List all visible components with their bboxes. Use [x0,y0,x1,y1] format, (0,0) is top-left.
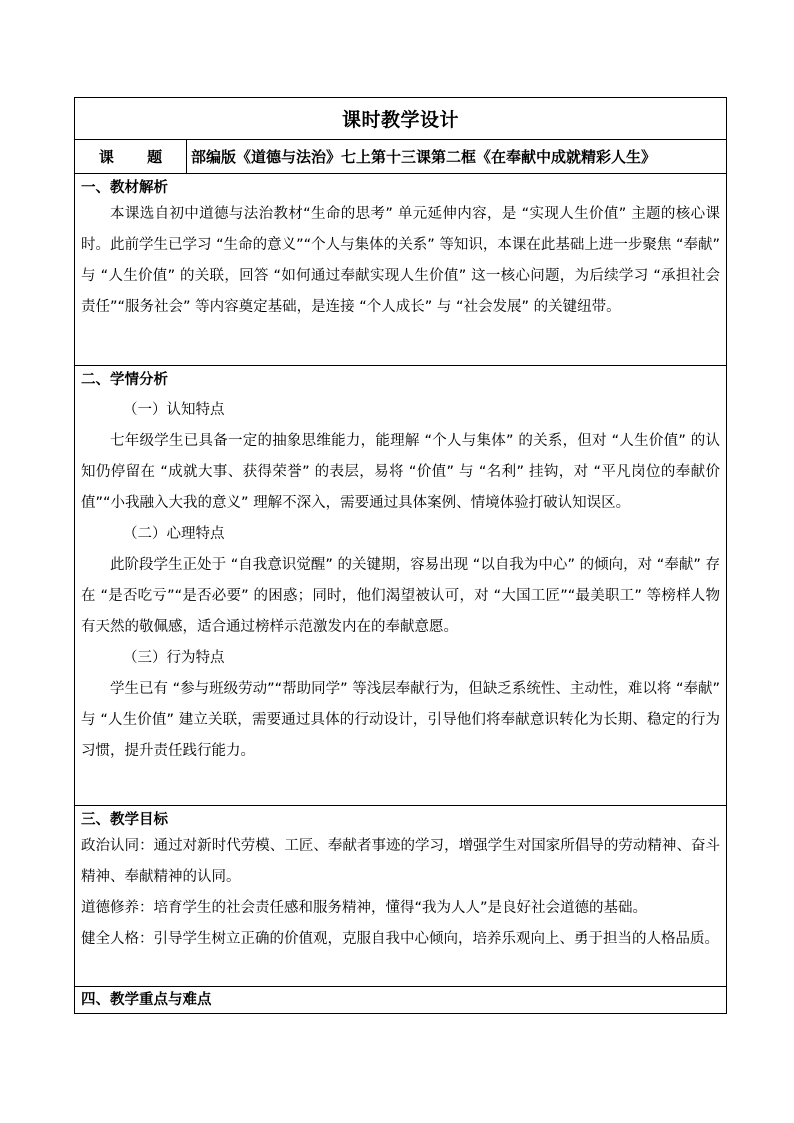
section-key-points [75,987,726,1013]
topic-row [75,140,726,174]
subheading-behavioral: （三）行为特点 [123,650,225,666]
section-paragraph: 本课选自初中道德与法治教材“生命的思考” 单元延伸内容，是 “实现人生价值” 主题的核心课时。此前学生已学习 “生命的意义”“个人与集体的关系” 等知识，本课在此基础上进一步聚焦 “奉献” 与 “人生价值” 的关联，回答 “如何通过奉献实现人生价值” 这一核心问题，为后续学习 “承担社会责任”“服务社会” 等内容奠定基础，是连接 “个人成长” 与 “社会发展” 的关键纽带。 [81,206,720,315]
section-heading: 二、学情分析 [81,372,168,388]
subheading-cognitive: （一）认知特点 [123,402,225,418]
section-heading: 三、教学目标 [81,812,168,828]
section-heading: 一、教材解析 [81,180,168,196]
topic-value: 部编版《道德与法治》七上第十三课第二框《在奉献中成就精彩人生》 [191,148,657,166]
topic-label: 课 题 [75,140,187,173]
section-student-analysis [75,366,726,806]
goal-political: 政治认同：通过对新时代劳模、工匠、奉献者事迹的学习，增强学生对国家所倡导的劳动精神、奋斗精神、奉献精神的认同。 [81,838,720,885]
section-heading: 四、教学重点与难点 [81,992,212,1008]
lesson-design-table [74,97,727,1014]
goal-moral: 道德修养：培育学生的社会责任感和服务精神，懂得“我为人人”是良好社会道德的基础。 [81,900,648,916]
paragraph-cognitive: 七年级学生已具备一定的抽象思维能力，能理解 “个人与集体” 的关系，但对 “人生价值” 的认知仍停留在 “成就大事、获得荣誉” 的表层，易将 “价值” 与 “名利” 挂钩，对 “平凡岗位的奉献价值”“小我融入大我的意义” 理解不深入，需要通过具体案例、情境体验打破认知误区。 [81,433,720,511]
section-teaching-goals [75,806,726,987]
goal-personality: 健全人格：引导学生树立正确的价值观，克服自我中心倾向，培养乐观向上、勇于担当的人格品质。 [81,931,719,947]
section-textbook-analysis [75,174,726,366]
subheading-psychological: （二）心理特点 [123,526,225,542]
paragraph-psychological: 此阶段学生正处于 “自我意识觉醒” 的关键期，容易出现 “以自我为中心” 的倾向，对 “奉献” 存在 “是否吃亏”“是否必要” 的困惑；同时，他们渴望被认可，对 “大国工匠”“最美职工” 等榜样人物有天然的敬佩感，适合通过榜样示范激发内在的奉献意愿。 [81,557,720,635]
document-title: 课时教学设计 [75,98,726,140]
paragraph-behavioral: 学生已有 “参与班级劳动”“帮助同学” 等浅层奉献行为，但缺乏系统性、主动性，难以将 “奉献” 与 “人生价值” 建立关联，需要通过具体的行动设计，引导他们将奉献意识转化为长期、稳定的行为习惯，提升责任践行能力。 [81,681,720,759]
